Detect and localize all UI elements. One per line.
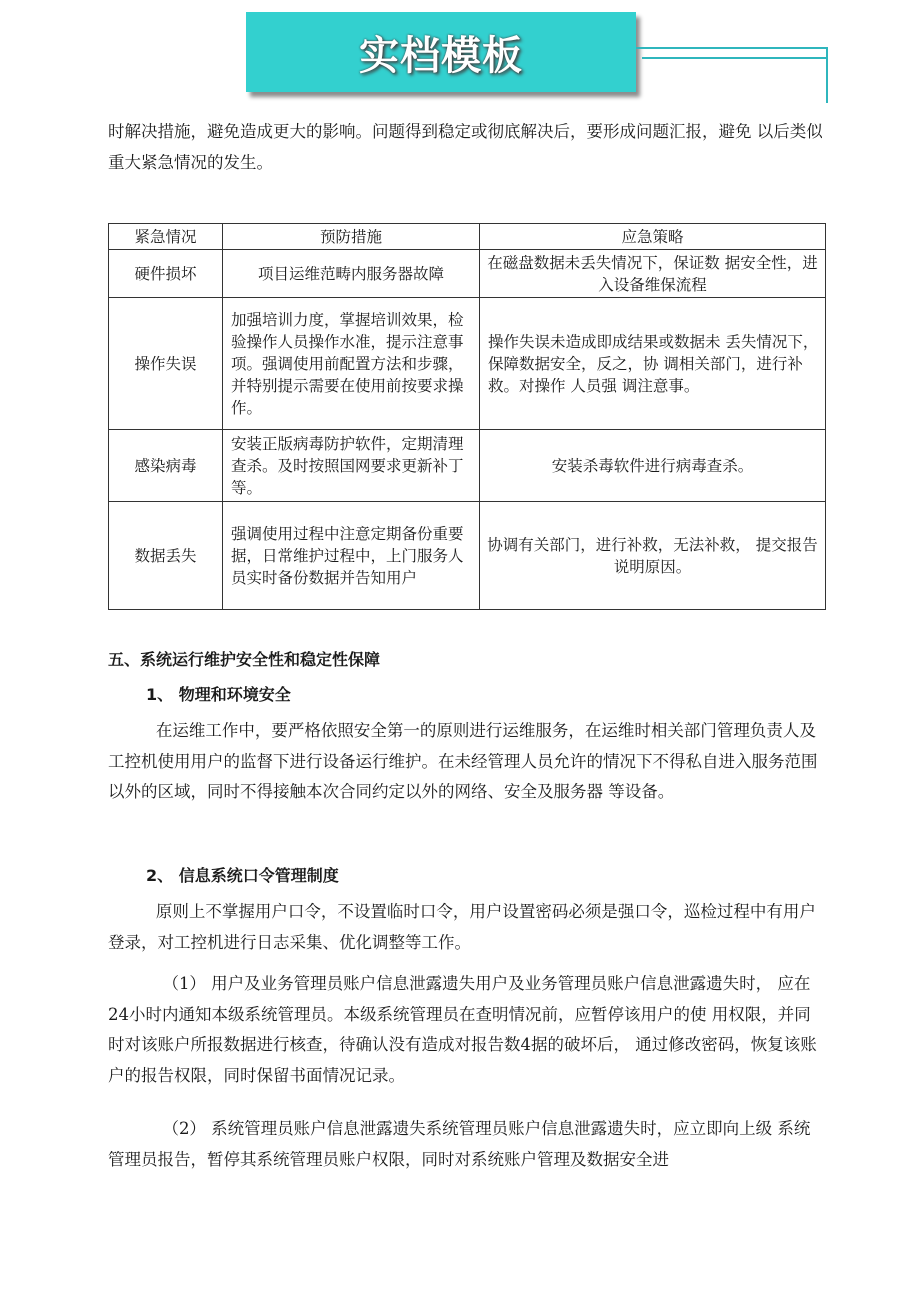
strategy-cell: 操作失误未造成即成结果或数据未 丢失情况下，保障数据安全，反之，协 调相关部门，进行补救。对操作 人员强 调注意事。 [480,298,826,430]
situation-cell: 感染病毒 [109,430,223,502]
banner-line-right [826,47,828,103]
header-title: 实档模板 [359,32,523,79]
strategy-cell: 协调有关部门，进行补救，无法补救， 提交报告说明原因。 [480,502,826,610]
table-row [109,250,826,298]
header-banner [246,12,636,92]
table-header-row [109,224,826,250]
banner-line-bottom [642,57,826,59]
emergency-table [108,223,826,610]
table-row [109,502,826,610]
situation-cell: 操作失误 [109,298,223,430]
intro-paragraph: 时解决措施，避免造成更大的影响。问题得到稳定或彻底解决后，要形成问题汇报，避免 以后类似重大紧急情况的发生。 [108,122,823,172]
prevention-cell: 加强培训力度，掌握培训效果，检验操作人员操作水准，提示注意事项。强调使用前配置方法和步骤，并特别提示需要在使用前按要求操作。 [223,298,480,430]
body-paragraph: 在运维工作中，要严格依照安全第一的原则进行运维服务，在运维时相关部门管理负责人及工控机使用用户的监督下进行设备运行维护。在未经管理人员允许的情况下不得私自进入服务范围以外的区域，同时不得接触本次合同约定以外的网络、安全及服务器 等设备。 [108,721,818,801]
prevention-cell: 安装正版病毒防护软件，定期清理查杀。及时按照国网要求更新补丁等。 [223,430,480,502]
strategy-cell: 在磁盘数据未丢失情况下，保证数 据安全性，进入设备维保流程 [480,250,826,298]
list-item: （1） 用户及业务管理员账户信息泄露遗失用户及业务管理员账户信息泄露遗失时， 应在24小时内通知本级系统管理员。本级系统管理员在查明情况前，应暂停该用户的使 用权限，并同时对该账户所报数据进行核查，待确认没有造成对报告数4据的破坏后， 通过修改密码，恢复该账户的报告权限，同时保留书面情况记录。 [108,974,817,1085]
subsection-heading: 2、 信息系统口令管理制度 [146,866,339,885]
prevention-cell: 强调使用过程中注意定期备份重要据，日常维护过程中，上门服务人员实时备份数据并告知用户 [223,502,480,610]
strategy-cell: 安装杀毒软件进行病毒查杀。 [480,430,826,502]
section-heading: 五、系统运行维护安全性和稳定性保障 [108,650,381,669]
prevention-cell: 项目运维范畴内服务器故障 [223,250,480,298]
table-row [109,430,826,502]
subsection-heading: 1、 物理和环境安全 [146,685,291,704]
header-cell: 预防措施 [223,224,480,250]
situation-cell: 硬件损坏 [109,250,223,298]
body-paragraph: 原则上不掌握用户口令，不设置临时口令，用户设置密码必须是强口令，巡检过程中有用户登录，对工控机进行日志采集、优化调整等工作。 [108,902,816,952]
header-cell: 紧急情况 [109,224,223,250]
table-row [109,298,826,430]
list-item: （2） 系统管理员账户信息泄露遗失系统管理员账户信息泄露遗失时，应立即向上级 系统管理员报告，暂停其系统管理员账户权限，同时对系统账户管理及数据安全进 [108,1119,811,1169]
banner-line-top [636,47,828,49]
situation-cell: 数据丢失 [109,502,223,610]
header-cell: 应急策略 [480,224,826,250]
